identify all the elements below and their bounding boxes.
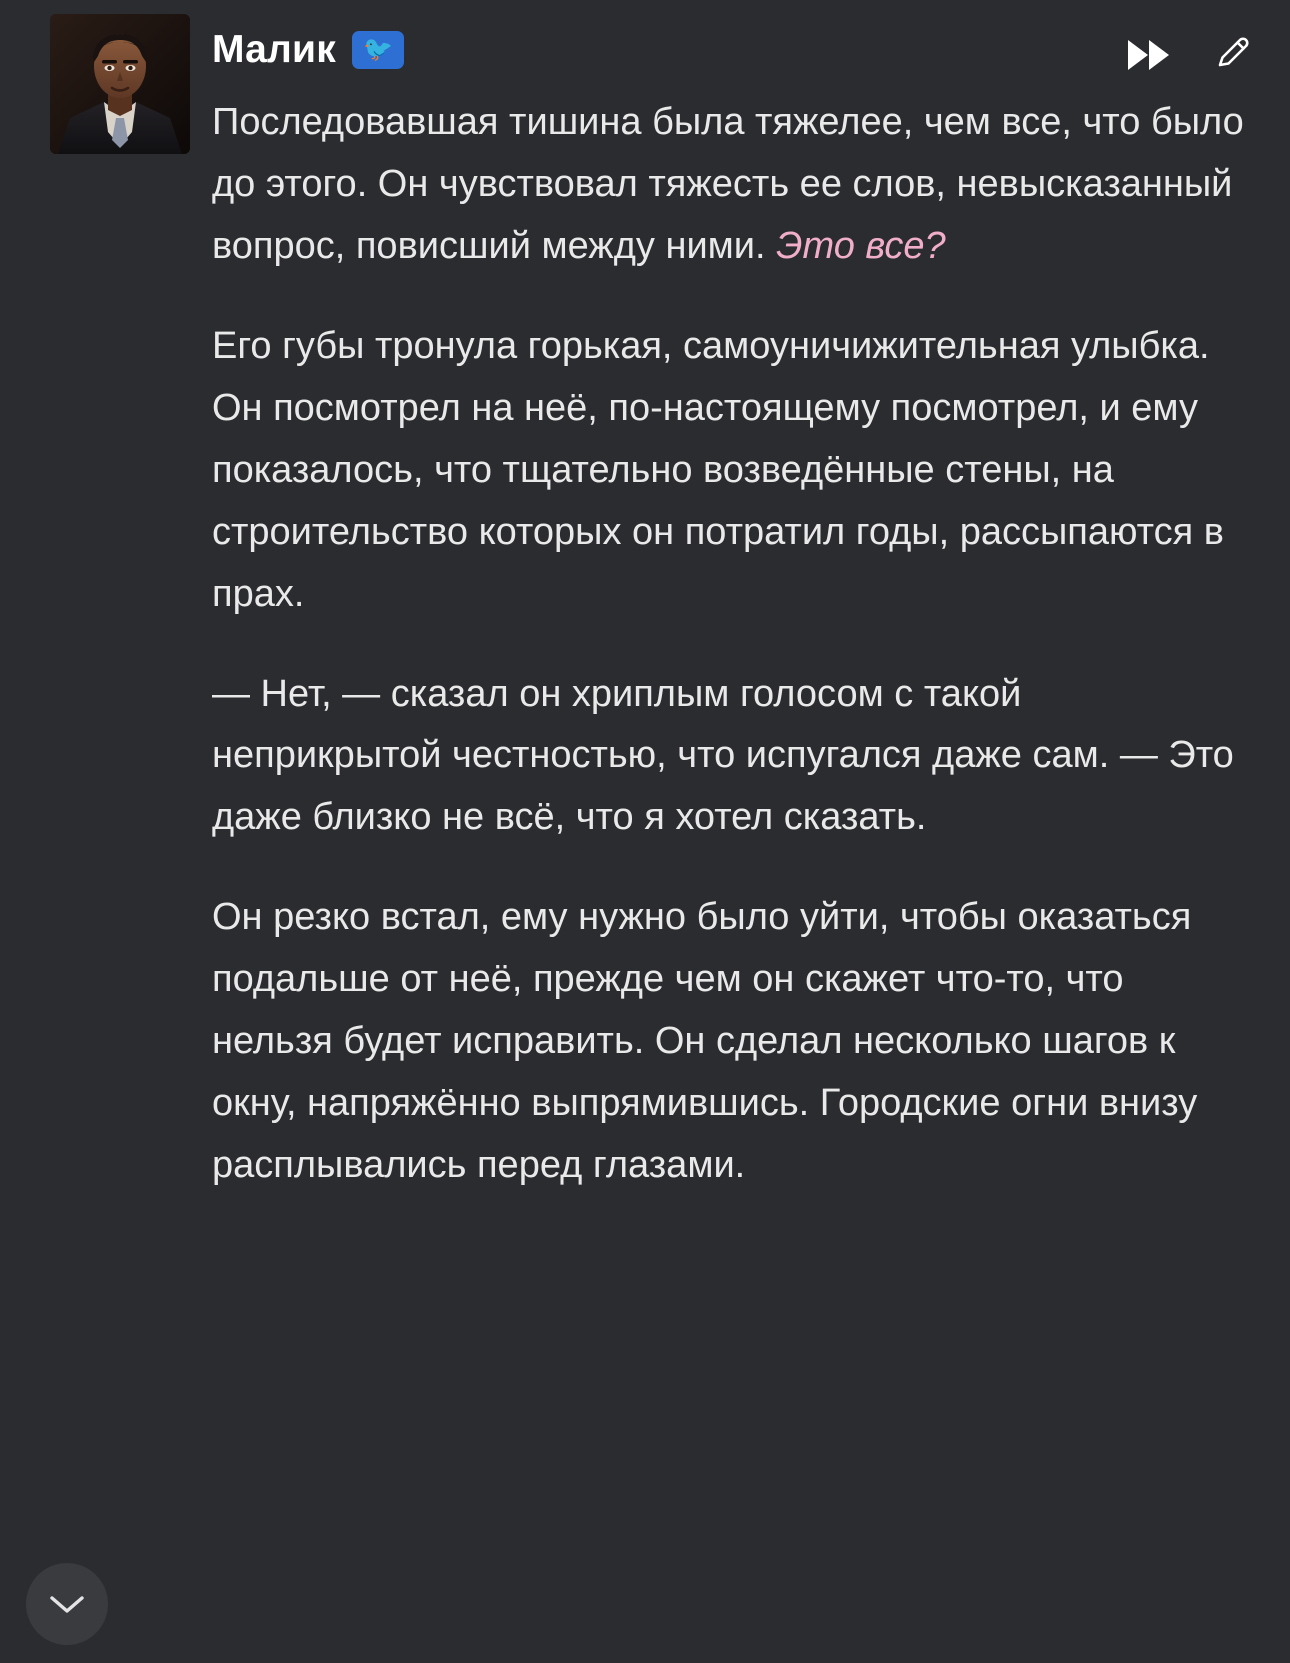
character-name-row bbox=[212, 30, 1126, 69]
message-paragraph bbox=[212, 887, 1254, 1197]
fast-forward-icon[interactable] bbox=[1126, 32, 1172, 78]
paragraph-text: Он резко встал, ему нужно было уйти, чтобы оказаться подальше от неё, прежде чем он скажет что-то, что нельзя будет исправить. Он сделал несколько шагов к окну, напряжённо выпрямившись. Городские огни внизу расплывались перед глазами. bbox=[212, 896, 1198, 1187]
chevron-down-icon bbox=[47, 1591, 87, 1617]
scroll-to-bottom-button[interactable] bbox=[26, 1563, 108, 1645]
message-paragraph bbox=[212, 664, 1254, 850]
paragraph-emphasis: Это все? bbox=[776, 224, 946, 267]
character-avatar[interactable] bbox=[50, 14, 190, 154]
message-paragraph bbox=[212, 316, 1254, 626]
message-header bbox=[0, 0, 1290, 78]
paragraph-text: — Нет, — сказал он хриплым голосом с такой неприкрытой честностью, что испугался даже сам. — Это даже близко не всё, что я хотел сказать. bbox=[212, 672, 1234, 839]
bird-badge-icon: 🐦 bbox=[352, 31, 404, 69]
message-actions bbox=[1126, 32, 1256, 78]
message-paragraph bbox=[212, 92, 1254, 278]
paragraph-text: Последовавшая тишина была тяжелее, чем все, что было до этого. Он чувствовал тяжесть ее слов, невысказанный вопрос, повисший между ними. bbox=[212, 101, 1244, 267]
pencil-edit-icon[interactable] bbox=[1210, 32, 1256, 78]
paragraph-text: Его губы тронула горькая, самоуничижительная улыбка. Он посмотрел на неё, по-настоящему посмотрел, и ему показалось, что тщательно возведённые стены, на строительство которых он потратил годы, рассыпаются в прах. bbox=[212, 324, 1224, 615]
character-name: Малик bbox=[212, 28, 336, 71]
message-text bbox=[212, 92, 1254, 1197]
